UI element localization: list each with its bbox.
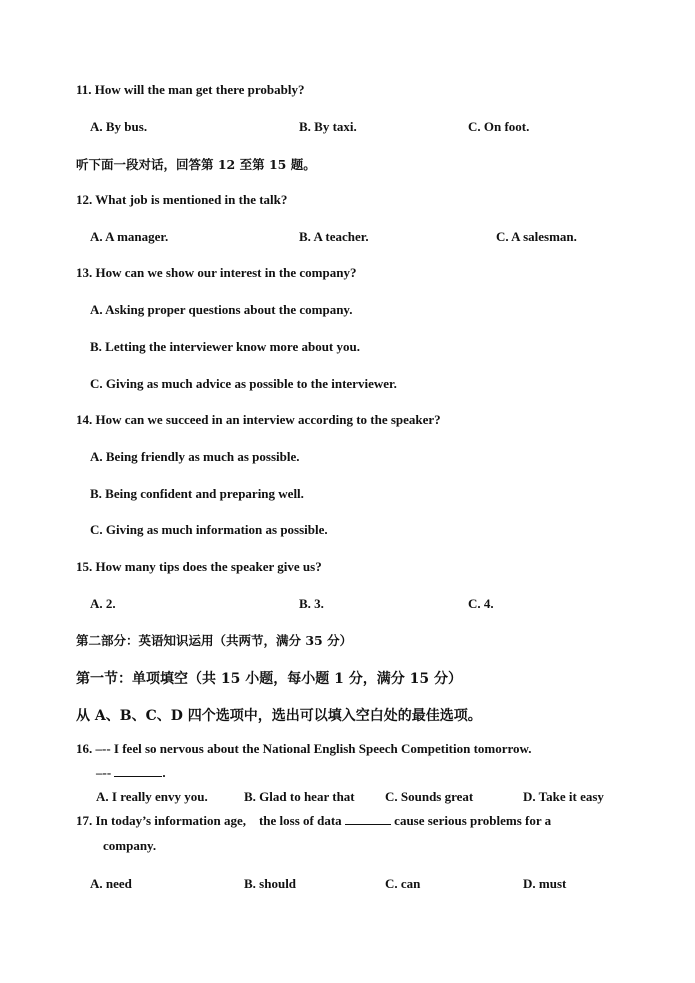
- question-12: [76, 192, 287, 208]
- q12-option-a: A. A manager.: [90, 229, 169, 244]
- question-text: How many tips does the speaker give us?: [95, 559, 322, 574]
- question-number: 16.: [76, 741, 93, 756]
- question-number: 11.: [76, 82, 92, 97]
- question-number: 17.: [76, 813, 93, 828]
- q16-option-d: D. Take it easy: [523, 789, 604, 804]
- question-number: 15.: [76, 559, 93, 574]
- q12-option-c: C. A salesman.: [496, 229, 577, 244]
- q16-option-a: A. I really envy you.: [96, 789, 208, 804]
- question-text: How can we show our interest in the company?: [95, 265, 357, 280]
- section-note: 听下面一段对话，回答第 12 至第 15 题。: [76, 157, 316, 172]
- q13-option-b: B. Letting the interviewer know more about you.: [90, 339, 360, 354]
- question-number: 14.: [76, 412, 93, 427]
- q17-option-a: A. need: [90, 876, 132, 891]
- part2-heading: 第二部分：英语知识运用（共两节，满分 35 分）: [76, 633, 353, 648]
- q11-option-c: C. On foot.: [468, 119, 530, 134]
- q17-option-d: D. must: [523, 876, 567, 891]
- q15-option-c: C. 4.: [468, 596, 494, 611]
- q14-option-b: B. Being confident and preparing well.: [90, 486, 304, 501]
- q15-option-b: B. 3.: [299, 596, 324, 611]
- question-text: –-- I feel so nervous about the National English Speech Competition tomorrow.: [95, 741, 532, 756]
- q11-option-a: A. By bus.: [90, 119, 148, 134]
- q16-response-line: [96, 765, 166, 781]
- q11-option-b: B. By taxi.: [299, 119, 357, 134]
- answer-blank: [114, 765, 162, 777]
- dash-prefix: –--: [96, 765, 115, 780]
- question-number: 13.: [76, 265, 93, 280]
- q14-option-c: C. Giving as much information as possible.: [90, 522, 328, 537]
- question-11: [76, 82, 304, 98]
- q14-option-a: A. Being friendly as much as possible.: [90, 449, 300, 464]
- q12-option-b: B. A teacher.: [299, 229, 369, 244]
- section1-instruction: 从 A、B、C、D 四个选项中，选出可以填入空白处的最佳选项。: [76, 708, 482, 724]
- question-text: How will the man get there probably?: [94, 82, 305, 97]
- question-14: [76, 412, 441, 428]
- question-text: What job is mentioned in the talk?: [95, 192, 288, 207]
- q16-option-b: B. Glad to hear that: [244, 789, 355, 804]
- q17-continuation: company.: [103, 838, 157, 853]
- question-text-a: In today’s information age, the loss of data: [95, 813, 345, 828]
- period: .: [162, 765, 166, 780]
- q13-option-c: C. Giving as much advice as possible to the interviewer.: [90, 376, 397, 391]
- question-15: [76, 559, 322, 575]
- question-number: 12.: [76, 192, 93, 207]
- q16-option-c: C. Sounds great: [385, 789, 474, 804]
- q13-option-a: A. Asking proper questions about the company.: [90, 302, 353, 317]
- q15-option-a: A. 2.: [90, 596, 116, 611]
- q17-option-b: B. should: [244, 876, 297, 891]
- question-16: [76, 741, 531, 757]
- question-13: [76, 265, 356, 281]
- question-text-b: cause serious problems for a: [390, 813, 552, 828]
- question-17: [76, 813, 551, 829]
- question-text: How can we succeed in an interview according to the speaker?: [95, 412, 441, 427]
- q17-option-c: C. can: [385, 876, 421, 891]
- section1-heading: 第一节：单项填空（共 15 小题，每小题 1 分，满分 15 分）: [76, 671, 462, 687]
- answer-blank: [345, 813, 391, 825]
